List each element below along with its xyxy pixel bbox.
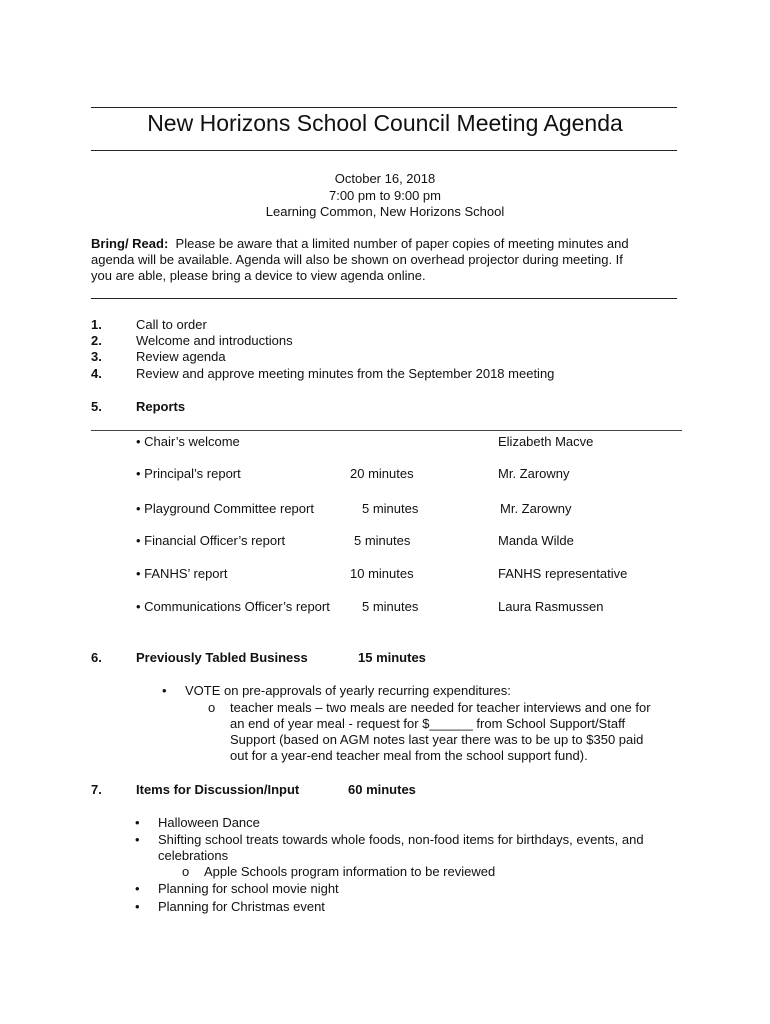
- bring-read-line-2: agenda will be available. Agenda will also be shown on overhead projector during meeting. If: [91, 252, 623, 267]
- teacher-meals-line-2: an end of year meal - request for $______ from School Support/Staff: [230, 716, 626, 731]
- report-presenter: Mr. Zarowny: [498, 466, 570, 481]
- intro-rule: [91, 298, 677, 299]
- agenda-item-3-number: 3.: [91, 349, 102, 364]
- report-duration: 5 minutes: [354, 533, 411, 548]
- agenda-item-1-number: 1.: [91, 317, 102, 332]
- meeting-date: October 16, 2018: [334, 171, 436, 186]
- tabled-number: 6.: [91, 650, 102, 665]
- teacher-meals-line-4: out for a year-end teacher meal from the school support fund).: [230, 748, 588, 763]
- report-item: • Playground Committee report: [136, 501, 314, 516]
- report-row: [136, 434, 240, 449]
- report-duration: 10 minutes: [350, 566, 414, 581]
- agenda-item-4-number: 4.: [91, 366, 102, 381]
- reports-heading: Reports: [136, 399, 186, 414]
- teacher-meals-line-1: o teacher meals – two meals are needed for teacher interviews and one for: [230, 700, 651, 717]
- report-item: • Chair’s welcome: [136, 434, 240, 449]
- report-row: [136, 599, 330, 614]
- discussion-bullet-halloween: • Halloween Dance: [158, 815, 260, 832]
- reports-number: 5.: [91, 399, 102, 414]
- discussion-bullet-movie: • Planning for school movie night: [158, 881, 339, 898]
- discussion-bullet-treats: • Shifting school treats towards whole foods, non-food items for birthdays, events, and: [158, 832, 644, 849]
- report-presenter: Manda Wilde: [498, 533, 574, 548]
- report-row: [136, 566, 227, 581]
- meeting-location: Learning Common, New Horizons School: [265, 204, 505, 219]
- report-presenter: Laura Rasmussen: [498, 599, 604, 614]
- report-row: [136, 466, 241, 481]
- discussion-sub-apple-schools: o Apple Schools program information to be reviewed: [204, 864, 495, 881]
- meeting-time: 7:00 pm to 9:00 pm: [328, 188, 441, 203]
- agenda-item-1-text: Call to order: [136, 317, 207, 332]
- discussion-number: 7.: [91, 782, 102, 797]
- agenda-item-3-text: Review agenda: [136, 349, 226, 364]
- tabled-heading: Previously Tabled Business: [136, 650, 308, 665]
- discussion-bullet-christmas: • Planning for Christmas event: [158, 899, 325, 916]
- discussion-heading: Items for Discussion/Input: [136, 782, 300, 797]
- tabled-duration: 15 minutes: [358, 650, 426, 665]
- report-row: [136, 501, 314, 516]
- report-item: • FANHS’ report: [136, 566, 228, 581]
- report-presenter: Mr. Zarowny: [500, 501, 572, 516]
- report-duration: 20 minutes: [350, 466, 414, 481]
- agenda-item-4-text: Review and approve meeting minutes from the September 2018 meeting: [136, 366, 555, 381]
- bring-read-line-1: [91, 236, 629, 253]
- bring-read-text-1: Please be aware that a limited number of paper copies of meeting minutes and: [175, 236, 629, 251]
- vote-bullet: • VOTE on pre-approvals of yearly recurring expenditures:: [185, 683, 511, 700]
- discussion-bullet-treats-cont: celebrations: [158, 848, 229, 863]
- report-duration: 5 minutes: [362, 599, 419, 614]
- report-item: • Financial Officer’s report: [136, 533, 286, 548]
- agenda-item-2-text: Welcome and introductions: [136, 333, 293, 348]
- bring-read-label: Bring/ Read:: [91, 236, 169, 251]
- teacher-meals-line-3: Support (based on AGM notes last year there was to be up to $350 paid: [230, 732, 644, 747]
- reports-rule: [91, 430, 682, 431]
- report-row: [136, 533, 285, 548]
- report-duration: 5 minutes: [362, 501, 419, 516]
- title-rule: [91, 150, 677, 151]
- report-presenter: Elizabeth Macve: [498, 434, 594, 449]
- report-presenter: FANHS representative: [498, 566, 628, 581]
- page-title: New Horizons School Council Meeting Agenda: [147, 110, 623, 136]
- report-item: • Communications Officer’s report: [136, 599, 330, 614]
- agenda-item-2-number: 2.: [91, 333, 102, 348]
- discussion-duration: 60 minutes: [348, 782, 416, 797]
- bring-read-line-3: you are able, please bring a device to view agenda online.: [91, 268, 426, 283]
- report-item: • Principal’s report: [136, 466, 241, 481]
- top-rule: [91, 107, 677, 108]
